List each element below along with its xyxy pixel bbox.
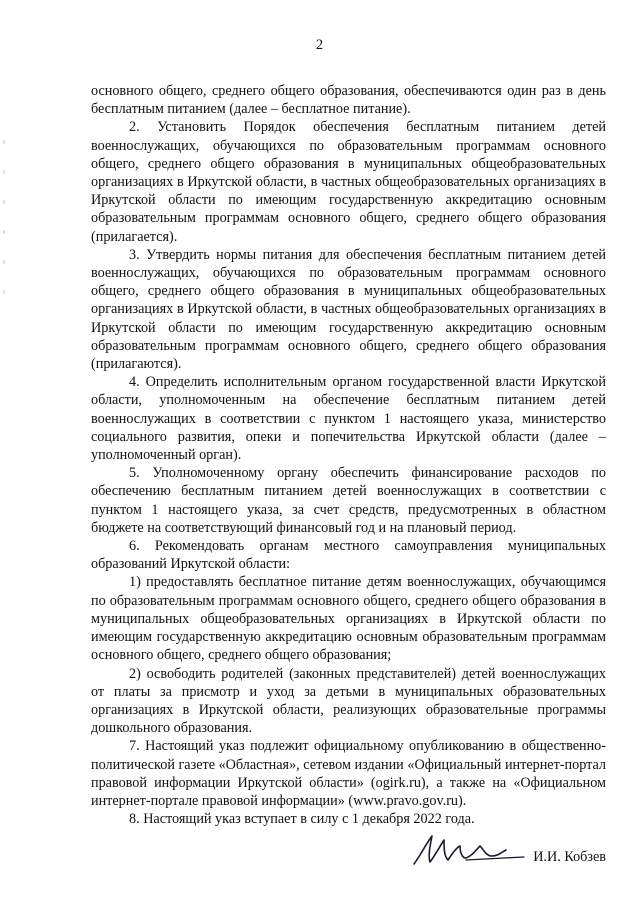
signature-underline: [466, 857, 524, 860]
document-body: [91, 82, 606, 828]
paragraph: 6. Рекомендовать органам местного самоуправления муниципальных образований Иркутской области:: [91, 538, 606, 573]
paragraph: 2. Установить Порядок обеспечения бесплатным питанием детей военнослужащих, обучающихся по образовательным программам основного общего, среднего общего образования в муниципальных общеобразовательных организациях в Иркутской области, в частных общеобразовательных организациях в Иркутской области по имеющим государственную аккредитацию основным образовательным программам основного общего, среднего общего образования (прилагается).: [91, 119, 606, 245]
paragraph: основного общего, среднего общего образования, обеспечиваются один раз в день бесплатным питанием (далее – бесплатное питание).: [91, 83, 606, 118]
paragraph: 5. Уполномоченному органу обеспечить финансирование расходов по обеспечению бесплатным питанием детей военнослужащих в соответствии с пунктом 1 настоящего указа, за счет средств, предусмотренных в областном бюджете на соответствующий финансовый год и на плановый период.: [91, 465, 606, 536]
paragraph: 7. Настоящий указ подлежит официальному опубликованию в общественно-политической газете «Областная», сетевом издании «Официальный интернет-портал правовой информации Иркутской области» (ogirk.ru), а также на «Официальном интернет-портале правовой информации» (www.pravo.gov.ru).: [91, 738, 606, 809]
paragraph: 3. Утвердить нормы питания для обеспечения бесплатным питанием детей военнослужащих, обучающихся по образовательным программам основного общего, среднего общего образования в муниципальных общеобразовательных организациях в Иркутской области, в частных общеобразовательных организациях в Иркутской области по имеющим государственную аккредитацию основным образовательным программам основного общего, среднего общего образования (прилагаются).: [91, 246, 606, 373]
paragraph: 2) освободить родителей (законных представителей) детей военнослужащих от платы за присмотр и уход за детьми в муниципальных образовательных организациях в Иркутской области, реализующих образовательные программы дошкольного образования.: [91, 665, 606, 737]
scan-margin-marks: [0, 130, 8, 310]
page-number: 2: [315, 37, 324, 53]
signer-name: И.И. Кобзев: [533, 849, 606, 865]
paragraph: 8. Настоящий указ вступает в силу с 1 декабря 2022 года.: [129, 811, 475, 828]
paragraph: 4. Определить исполнительным органом государственной власти Иркутской области, уполномоченным на обеспечение бесплатным питанием детей военнослужащих в соответствии с пунктом 1 настоящего указа, министерство социального развития, опеки и попечительства Иркутской области (далее – уполномоченный орган).: [91, 374, 606, 464]
signature-stroke: [414, 836, 506, 864]
paragraph: 1) предоставлять бесплатное питание детям военнослужащих, обучающимся по образовательным программам основного общего, среднего общего образования в муниципальных общеобразовательных организациях в Иркутской области по имеющим государственную аккредитацию основным образовательным программам основного общего, среднего общего образования;: [91, 574, 606, 664]
